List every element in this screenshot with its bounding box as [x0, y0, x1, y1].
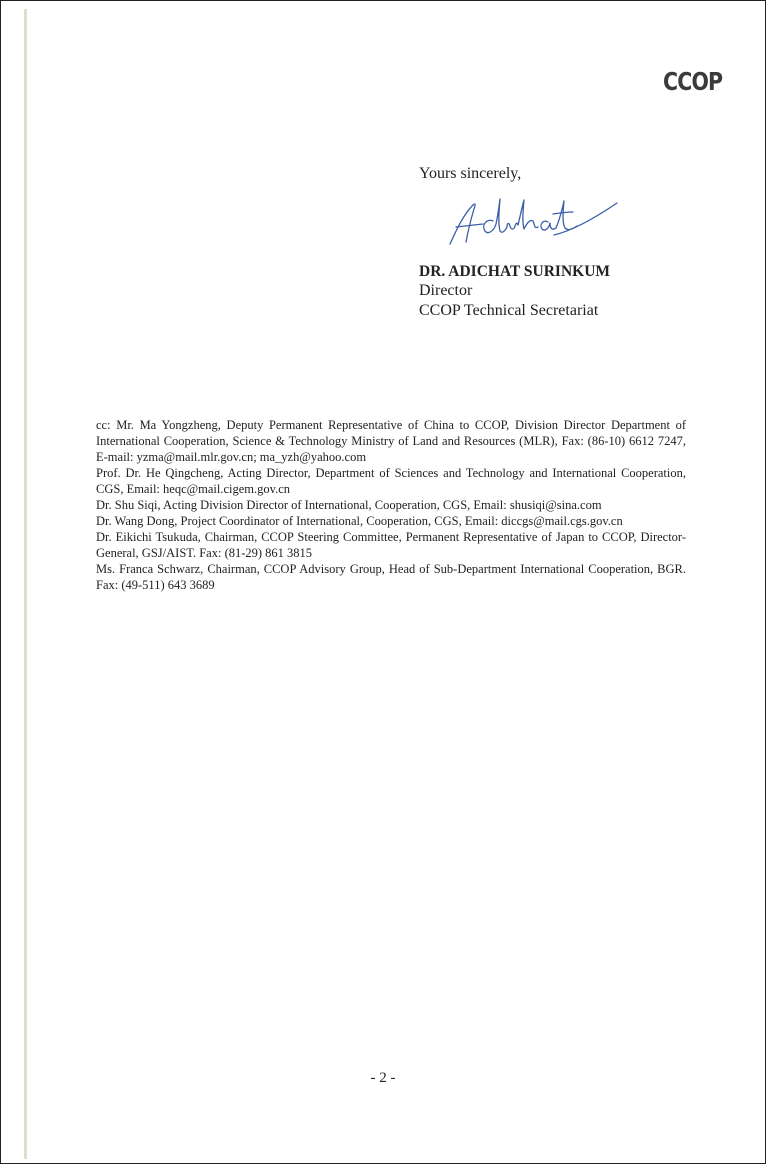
cc-entry: cc: Mr. Ma Yongzheng, Deputy Permanent Representative of China to CCOP, Division Director Department of International Cooperation, Science & Technology Ministry of Land and Resources (MLR), Fax: (86-10) 6612 7247, E-mail: yzma@mail.mlr.gov.cn; ma_yzh@yahoo.com	[96, 418, 686, 464]
cc-entry: Dr. Eikichi Tsukuda, Chairman, CCOP Steering Committee, Permanent Representative of Japan to CCOP, Director-General, GSJ/AIST. Fax: (81-29) 861 3815	[96, 530, 686, 560]
ccop-logo: CCOP	[663, 67, 723, 96]
margin-line	[24, 9, 27, 1159]
cc-entry: Dr. Shu Siqi, Acting Division Director of International, Cooperation, CGS, Email: shusiqi@sina.com	[96, 498, 602, 512]
closing-salutation: Yours sincerely,	[419, 165, 522, 182]
signature	[447, 193, 619, 249]
cc-entry: Prof. Dr. He Qingcheng, Acting Director, Department of Sciences and Technology and International Cooperation, CGS, Email: heqc@mail.cigem.gov.cn	[96, 466, 686, 496]
signatory-organization: CCOP Technical Secretariat	[419, 302, 599, 319]
cc-list	[96, 417, 686, 593]
page-number: - 2 -	[370, 1070, 396, 1086]
signatory-title: Director	[419, 282, 473, 299]
signatory-name: DR. ADICHAT SURINKUM	[419, 263, 611, 280]
cc-entry: Ms. Franca Schwarz, Chairman, CCOP Advisory Group, Head of Sub-Department International Cooperation, BGR. Fax: (49-511) 643 3689	[96, 562, 686, 592]
cc-entry: Dr. Wang Dong, Project Coordinator of International, Cooperation, CGS, Email: diccgs@mail.cgs.gov.cn	[96, 514, 623, 528]
